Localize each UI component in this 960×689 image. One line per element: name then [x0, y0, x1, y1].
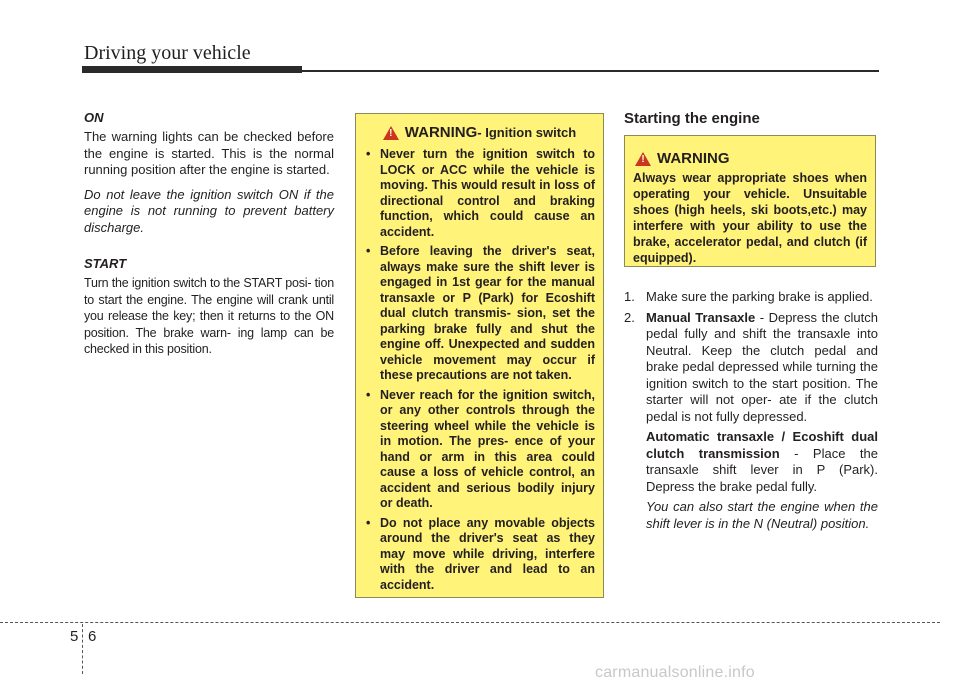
header-rule [300, 70, 879, 72]
section-title: Starting the engine [624, 110, 760, 127]
start-label: START [84, 256, 127, 271]
shoes-warning-title: WARNING [657, 150, 730, 167]
steps-list [624, 289, 878, 532]
left-column [84, 110, 334, 358]
shoes-warning-header [635, 150, 867, 167]
step-2-automatic: Automatic transaxle / Ecoshift dual clutch transmission - Place the transaxle shift lever in P (Park). Depress the brake pedal fully. [646, 429, 878, 494]
page-header-title: Driving your vehicle [84, 42, 251, 64]
warning-triangle-icon: ! [635, 152, 651, 166]
header-bar [82, 66, 302, 73]
on-label: ON [84, 110, 104, 125]
step-1: 1. Make sure the parking brake is applied. [624, 289, 873, 304]
warning-item: • Before leaving the driver's seat, always make sure the shift lever is engaged in 1st gear for the manual transaxle or P (Park) for Ecoshift dual clutch transmis- sion, set the parking brake fully and shut the engine off. Unexpected and sudden vehicle movement may occur if these precautions are not taken. [366, 244, 595, 382]
ignition-warning-box [355, 113, 604, 598]
page-number-section: 5 [70, 628, 79, 645]
right-column [624, 110, 878, 532]
warning-item: • Never turn the ignition switch to LOCK or ACC while the vehicle is moving. This would result in loss of directional control and braking function, which could cause an accident. [366, 147, 595, 239]
warning-list [364, 147, 595, 593]
warning-item: • Never reach for the ignition switch, or any other controls through the steering wheel while the vehicle is in motion. The pres- ence of your hand or arm in this area could cause a loss of vehicle control, an accident and serious bodily injury or death. [366, 387, 595, 510]
start-text: Turn the ignition switch to the START posi- tion to start the engine. The engine will crank until you release the key; then it returns to the ON position. The brake warn- ing lamp can be checked in this position. [84, 276, 334, 356]
watermark: carmanualsonline.info [595, 664, 755, 681]
ignition-warning-header [364, 124, 595, 141]
warning-title: WARNING [404, 124, 478, 141]
warning-subtitle: - Ignition switch [477, 125, 577, 140]
footer-rule [0, 622, 940, 623]
shoes-warning-text: Always wear appropriate shoes when operating your vehicle. Unsuitable shoes (high heels, ski boots,etc.) may interfere with your ability to use the brake, accelerator pedal, and clutch (if equipped). [633, 171, 867, 265]
page-number: 6 [88, 628, 97, 645]
warning-item: • Do not place any movable objects around the driver's seat as they may move while driving, interfere with the driver and lead to an accident. [366, 515, 595, 592]
step-2-note: You can also start the engine when the shift lever is in the N (Neutral) position. [646, 499, 878, 531]
on-italic-note: Do not leave the ignition switch ON if the engine is not running to prevent battery discharge. [84, 186, 334, 235]
warning-triangle-icon: ! [383, 126, 399, 140]
step-2: 2. Manual Transaxle - Depress the clutch pedal fully and shift the transaxle into Neutral. Keep the clutch pedal and brake pedal depressed while turning the ignition switch to the start position. The starter will not oper- ate if the clutch pedal is not fully depressed. [624, 309, 878, 424]
footer-divider [82, 624, 83, 674]
on-text: The warning lights can be checked before the engine is started. This is the normal running position after the engine is started. [84, 129, 334, 177]
shoes-warning-box [624, 135, 876, 267]
